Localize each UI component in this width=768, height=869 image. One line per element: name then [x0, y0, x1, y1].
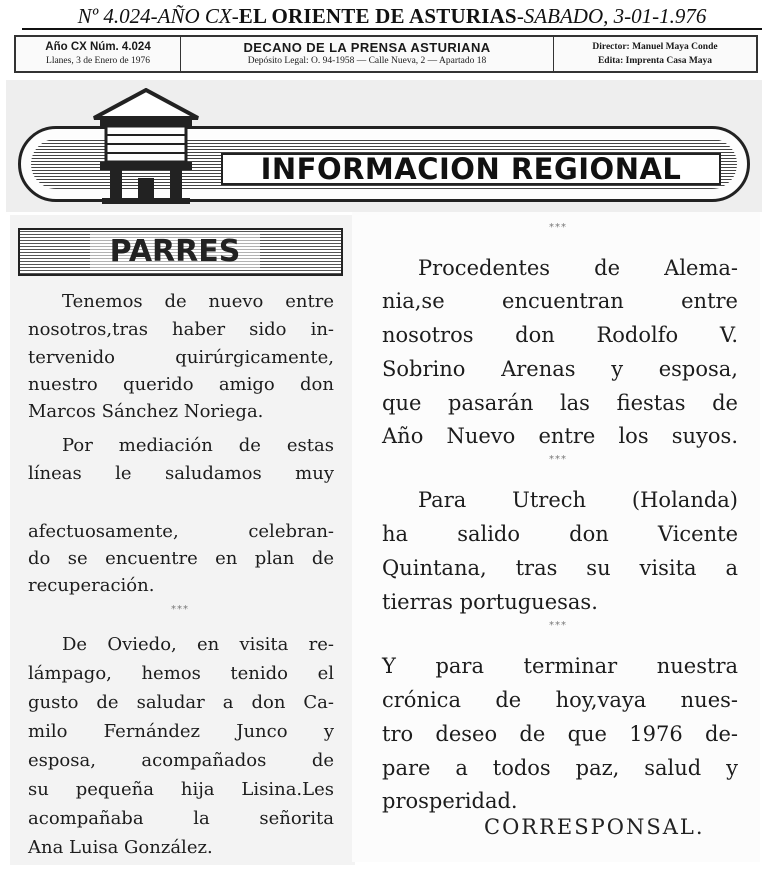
- section-title: PARRES: [90, 234, 260, 270]
- left-line: Tenemos de nuevo entre: [62, 291, 334, 312]
- right-line: crónica de hoy,vaya nues-: [382, 688, 738, 712]
- masthead-issue-label: Año CX Núm. 4.024: [45, 41, 151, 53]
- masthead-motto: DECANO DE LA PRENSA ASTURIANA: [243, 40, 491, 55]
- issue-number: Nº 4.024-AÑO CX-: [77, 4, 239, 28]
- signature: CORRESPONSAL.: [484, 815, 705, 839]
- right-line: ha salido don Vicente: [382, 522, 738, 546]
- masthead-place-date: Llanes, 3 de Enero de 1976: [46, 56, 150, 66]
- left-line: nosotros,tras haber sido in-: [28, 319, 334, 340]
- left-line: Marcos Sánchez Noriega.: [28, 401, 264, 422]
- right-line: nia,se encuentran entre: [382, 289, 738, 313]
- right-line: Y para terminar nuestra: [382, 654, 738, 678]
- right-line: tro deseo de que 1976 de-: [382, 722, 738, 746]
- left-line: gusto de saludar a don Ca-: [28, 692, 334, 713]
- separator: ***: [549, 454, 567, 465]
- left-line: líneas le saludamos muy: [28, 463, 334, 484]
- separator: ***: [171, 604, 189, 615]
- masthead: [14, 35, 758, 73]
- left-line: De Oviedo, en visita re-: [62, 634, 334, 655]
- masthead-center: [181, 37, 554, 71]
- right-line: tierras portuguesas.: [382, 590, 598, 614]
- masthead-publisher: Edita: Imprenta Casa Maya: [597, 56, 713, 66]
- left-line: do se encuentre en plan de: [28, 548, 334, 569]
- banner-title: INFORMACION REGIONAL: [221, 153, 721, 185]
- left-line: Por mediación de estas: [62, 435, 334, 456]
- right-line: que pasarán las fiestas de: [382, 391, 738, 415]
- section-tag: [18, 228, 343, 276]
- right-line: Procedentes de Alema-: [418, 256, 738, 280]
- issue-date: -SABADO, 3-01-1.976: [516, 4, 707, 28]
- left-line: recuperación.: [28, 575, 155, 596]
- masthead-legal-address: Depósito Legal: O. 94-1958 — Calle Nueva, 2 — Apartado 18: [247, 56, 487, 66]
- newspaper-header-line: [22, 2, 762, 30]
- right-line: Sobrino Arenas y esposa,: [382, 357, 738, 381]
- right-line: pare a todos paz, salud y: [382, 756, 738, 780]
- left-line: esposa, acompañados de: [28, 750, 334, 771]
- left-line: nuestro querido amigo don: [28, 374, 334, 395]
- separator: ***: [549, 620, 567, 631]
- left-line: afectuosamente, celebran-: [28, 521, 334, 542]
- right-line: prosperidad.: [382, 789, 518, 813]
- left-line: acompañaba la señorita: [28, 808, 334, 829]
- left-line: tervenido quirúrgicamente,: [28, 347, 334, 368]
- left-line: lámpago, hemos tenido el: [28, 663, 334, 684]
- masthead-director: Director: Manuel Maya Conde: [592, 42, 718, 52]
- masthead-credits: [554, 37, 756, 71]
- left-line: milo Fernández Junco y: [28, 721, 334, 742]
- right-line: nosotros don Rodolfo V.: [382, 323, 738, 347]
- newspaper-name: EL ORIENTE DE ASTURIAS: [238, 4, 517, 28]
- right-line: Para Utrech (Holanda): [418, 488, 738, 512]
- masthead-issue-info: [16, 37, 181, 71]
- separator: ***: [549, 222, 567, 233]
- horreo-icon: [90, 88, 202, 206]
- right-line: Quintana, tras su visita a: [382, 556, 738, 580]
- left-line: su pequeña hija Lisina.Les: [28, 779, 334, 800]
- left-line: Ana Luisa González.: [28, 837, 213, 858]
- right-line: Año Nuevo entre los suyos.: [382, 424, 738, 448]
